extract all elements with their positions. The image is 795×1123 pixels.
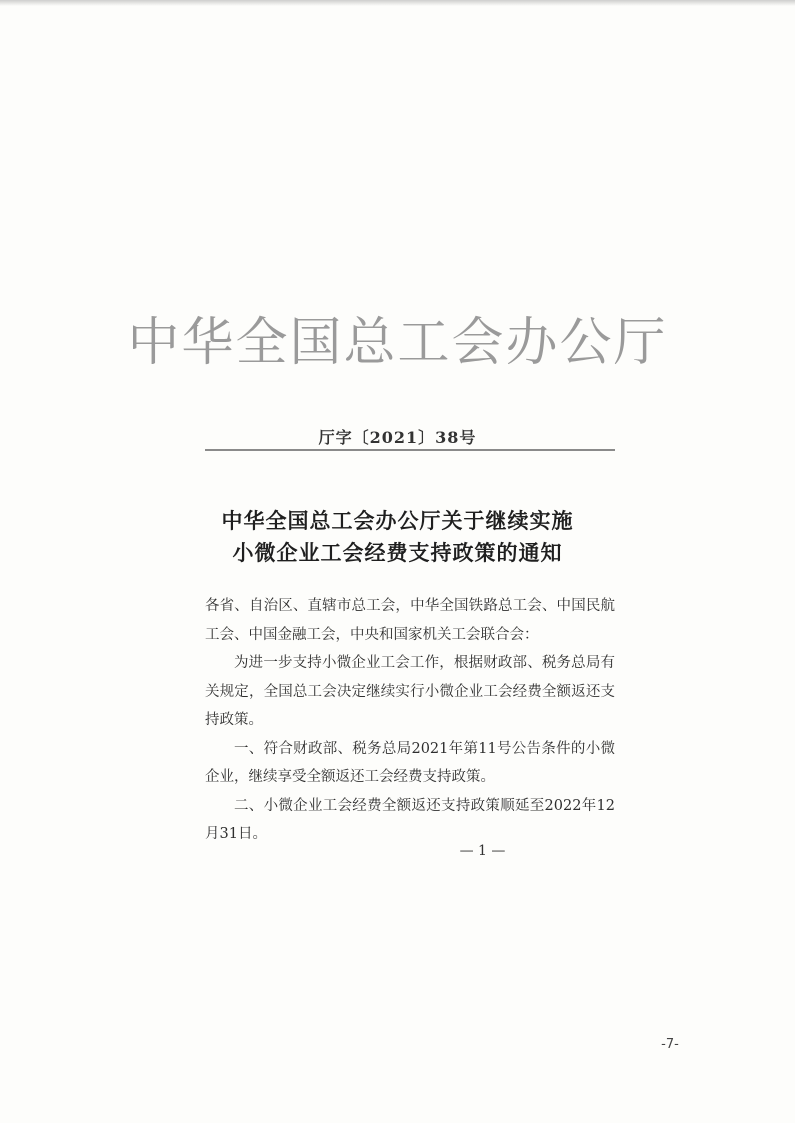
letterhead-divider [205,449,615,451]
salutation: 各省、自治区、直辖市总工会，中华全国铁路总工会、中国民航工会、中国金融工会，中央和国家机关工会联合会： [205,598,615,643]
letterhead-org-name: 中华全国总工会办公厅 [127,313,668,373]
page-number: — 1 — [459,843,506,859]
item-two-paragraph: 二、小微企业工会经费全额返还支持政策顺延至2022年12月31日。 [205,797,615,842]
intro-paragraph: 为进一步支持小微企业工会工作，根据财政部、税务总局有关规定，全国总工会决定继续实行小微企业工会经费全额返还支持政策。 [205,655,615,728]
document-title [0,505,795,569]
document-number: 厅字〔2021〕38号 [318,428,477,447]
item-one-paragraph: 一、符合财政部、税务总局2021年第11号公告条件的小微企业，继续享受全额返还工会经费支持政策。 [205,740,615,785]
scan-edge-shadow [0,0,795,6]
title-line-2: 小微企业工会经费支持政策的通知 [232,541,563,565]
document-body [205,592,615,849]
document-page-index: -7- [661,1037,679,1052]
title-line-1: 中华全国总工会办公厅关于继续实施 [221,509,574,533]
